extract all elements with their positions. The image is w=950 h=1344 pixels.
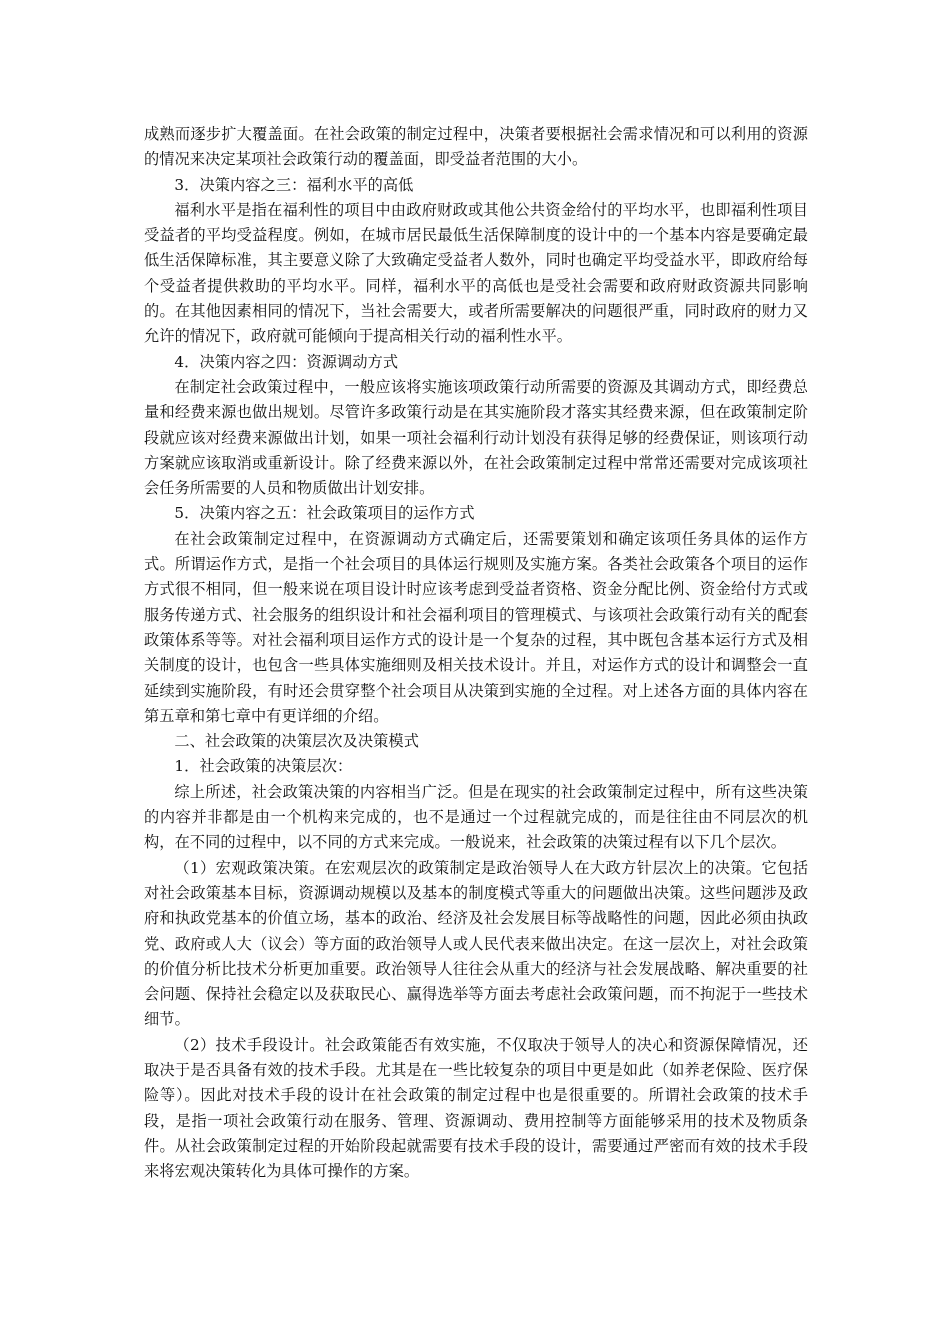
paragraph-resource-mobilization: 在制定社会政策过程中，一般应该将实施该项政策行动所需要的资源及其调动方式，即经费总量和经费来源也做出规划。尽管许多政策行动是在其实施阶段才落实其经费来源，但在政策制定阶段就应该对经费来源做出计划，如果一项社会福利行动计划没有获得足够的经费保证，则该项行动方案就应该取消或重新设计。除了经费来源以外，在社会政策制定过程中常常还需要对完成该项社会任务所需要的人员和物质做出计划安排。 <box>144 377 808 498</box>
paragraph-welfare-level: 福利水平是指在福利性的项目中由政府财政或其他公共资金给付的平均水平，也即福利性项目受益者的平均受益程度。例如，在城市居民最低生活保障制度的设计中的一个基本内容是要确定最低生活保障标准，其主要意义除了大致确定受益者人数外，同时也确定平均受益水平，即政府给每个受益者提供救助的平均水平。同样，福利水平的高低也是受社会需要和政府财政资源共同影响的。在其他因素相同的情况下，当社会需要大，或者所需要解决的问题很严重，同时政府的财力又允许的情况下，政府就可能倾向于提高相关行动的福利性水平。 <box>144 200 808 346</box>
paragraph-operation-mode: 在社会政策制定过程中，在资源调动方式确定后，还需要策划和确定该项任务具体的运作方式。所谓运作方式，是指一个社会项目的具体运行规则及实施方案。各类社会政策各个项目的运作方式很不相同，但一般来说在项目设计时应该考虑到受益者资格、资金分配比例、资金给付方式或服务传递方式、社会服务的组织设计和社会福利项目的管理模式、与该项社会政策行动有关的配套政策体系等等。对社会福利项目运作方式的设计是一个复杂的过程，其中既包含基本运行方式及相关制度的设计，也包含一些具体实施细则及相关技术设计。并且，对运作方式的设计和调整会一直延续到实施阶段，有时还会贯穿整个社会项目从决策到实施的全过程。对上述各方面的具体内容在第五章和第七章中有更详细的介绍。 <box>144 529 808 725</box>
heading-section-2: 二、社会政策的决策层次及决策模式 <box>174 732 419 751</box>
paragraph-decision-levels-intro: 综上所述，社会政策决策的内容相当广泛。但是在现实的社会政策制定过程中，所有这些决策的内容并非都是由一个机构来完成的，也不是通过一个过程就完成的，而是往往由不同层次的机构，在不同的过程中，以不同的方式来完成。一般说来，社会政策的决策过程有以下几个层次。 <box>144 782 808 852</box>
paragraph-macro-policy: （1）宏观政策决策。在宏观层次的政策制定是政治领导人在大政方针层次上的决策。它包括对社会政策基本目标，资源调动规模以及基本的制度模式等重大的问题做出决策。这些问题涉及政府和执政党基本的价值立场，基本的政治、经济及社会发展目标等战略性的问题，因此必须由执政党、政府或人大（议会）等方面的政治领导人或人民代表来做出决定。在这一层次上，对社会政策的价值分析比技术分析更加重要。政治领导人往往会从重大的经济与社会发展战略、解决重要的社会问题、保持社会稳定以及获取民心、赢得选举等方面去考虑社会政策问题，而不拘泥于一些技术细节。 <box>144 858 808 1029</box>
paragraph-technical-means: （2）技术手段设计。社会政策能否有效实施，不仅取决于领导人的决心和资源保障情况，还取决于是否具备有效的技术手段。尤其是在一些比较复杂的项目中更是如此（如养老保险、医疗保险等）。因此对技术手段的设计在社会政策的制定过程中也是很重要的。所谓社会政策的技术手段，是指一项社会政策行动在服务、管理、资源调动、费用控制等方面能够采用的技术及物质条件。从社会政策制定过程的开始阶段起就需要有技术手段的设计，需要通过严密而有效的技术手段来将宏观决策转化为具体可操作的方案。 <box>144 1035 808 1181</box>
heading-decision-levels: 1．社会政策的决策层次： <box>174 757 353 776</box>
heading-decision-content-5: 5．决策内容之五：社会政策项目的运作方式 <box>174 504 475 523</box>
heading-decision-content-4: 4．决策内容之四：资源调动方式 <box>174 352 399 371</box>
document-page <box>144 122 808 1184</box>
paragraph-coverage-continued: 成熟而逐步扩大覆盖面。在社会政策的制定过程中，决策者要根据社会需求情况和可以利用的资源的情况来决定某项社会政策行动的覆盖面，即受益者范围的大小。 <box>144 125 808 169</box>
heading-decision-content-3: 3．决策内容之三：福利水平的高低 <box>174 175 414 194</box>
